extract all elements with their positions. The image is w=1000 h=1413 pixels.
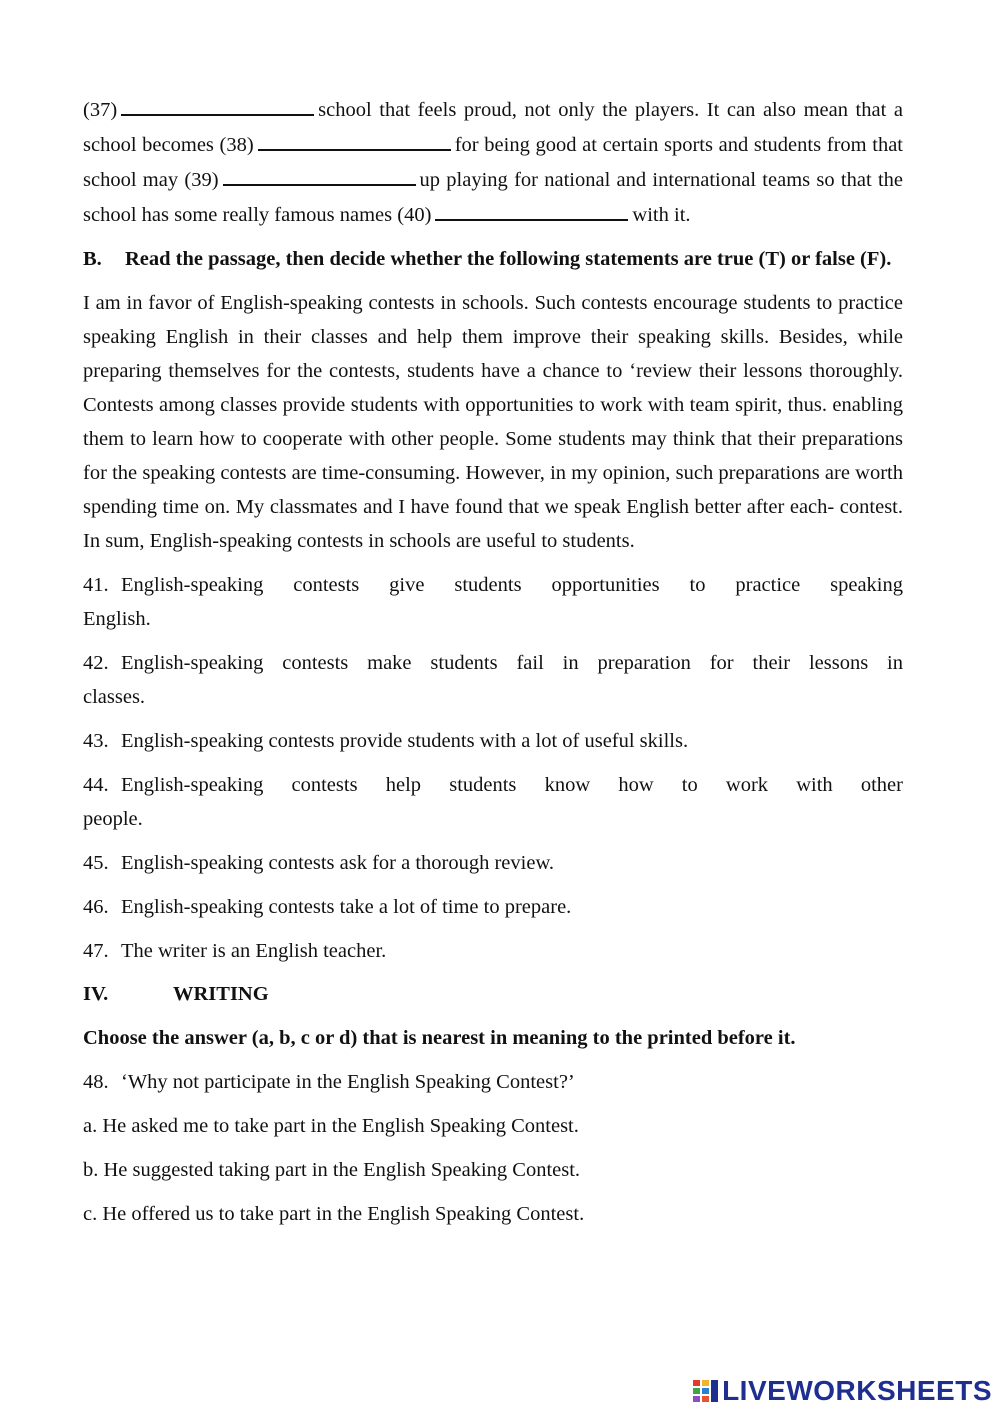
answer-blank-39[interactable] — [223, 162, 416, 186]
fill-text: for being good at certain sports and students from — [454, 134, 867, 156]
statement-number: 47. — [83, 940, 109, 962]
statement-text: English-speaking contests help students know how to work with other — [121, 774, 903, 796]
statement-text: The writer is an English teacher. — [121, 940, 387, 962]
section-letter: B. — [83, 248, 102, 270]
option-b[interactable]: b. He suggested taking part in the English Speaking Contest. — [83, 1159, 581, 1181]
statement-number: 43. — [83, 730, 109, 752]
statement-number: 41. — [83, 574, 109, 596]
statement-text: English-speaking contests give students opportunities to practice speaking — [121, 574, 903, 596]
statement-item — [83, 890, 903, 924]
statement-number: 42. — [83, 652, 109, 674]
fill-text: (37) — [83, 99, 118, 121]
statement-item — [83, 846, 903, 880]
section-instruction: Read the passage, then decide whether the following statements are true (T) or false (F). — [125, 248, 892, 270]
liveworksheets-logo — [693, 1375, 992, 1407]
fill-text: school that feels proud, not only the players. It can also mean that — [318, 99, 887, 121]
fill-text: that school may (39) — [83, 134, 903, 191]
section-title: WRITING — [173, 983, 269, 1005]
statement-text: English-speaking contests ask for a thorough review. — [121, 852, 555, 874]
option-c[interactable]: c. He offered us to take part in the English Speaking Contest. — [83, 1203, 585, 1225]
statement-number: 44. — [83, 774, 109, 796]
statement-item — [83, 934, 903, 968]
question-number: 48. — [83, 1071, 109, 1093]
answer-blank-40[interactable] — [435, 197, 628, 221]
reading-passage: I am in favor of English-speaking contests in schools. Such contests encourage students to practice speaking English in their classes and help them improve their speaking skills. Besides, while preparing themselves for the contests, students have a chance to ‘review their lessons thoroughly. Contests among classes provide students with opportunities to work with team spirit, thus. enabling them to learn how to cooperate with other people. Some students may think that their preparations for the speaking contests are time-consuming. However, in my opinion, such preparations are worth spending time on. My classmates and I have found that we speak English better after each- contest. In sum, English-speaking contests in schools are useful to students. — [83, 292, 903, 552]
statement-item — [83, 724, 903, 758]
statement-number: 46. — [83, 896, 109, 918]
question-48 — [83, 1065, 903, 1099]
statement-text-cont: classes. — [83, 686, 146, 708]
fill-in-paragraph — [83, 92, 903, 232]
statement-text: English-speaking contests provide students with a lot of useful skills. — [121, 730, 689, 752]
statement-text-cont: people. — [83, 808, 143, 830]
logo-icon — [693, 1380, 719, 1402]
statement-list — [83, 568, 903, 968]
answer-blank-38[interactable] — [258, 127, 451, 151]
statement-item — [83, 568, 903, 636]
option-a[interactable]: a. He asked me to take part in the English Speaking Contest. — [83, 1115, 579, 1137]
fill-text: a school becomes (38) — [83, 99, 904, 156]
statement-text: English-speaking contests make students fail in preparation for their lessons in — [121, 652, 903, 674]
section-iv-heading — [83, 977, 903, 1011]
fill-text: up playing for national and international teams so — [419, 169, 835, 191]
section-b-heading — [83, 242, 903, 276]
fill-text: with it. — [632, 204, 691, 226]
statement-number: 45. — [83, 852, 109, 874]
fill-text: that the school has some really famous names (40) — [83, 169, 903, 226]
section-roman: IV. — [83, 983, 109, 1005]
statement-text: English-speaking contests take a lot of time to prepare. — [121, 896, 572, 918]
writing-instruction: Choose the answer (a, b, c or d) that is nearest in meaning to the printed before it. — [83, 1027, 796, 1049]
question-text: ‘Why not participate in the English Speaking Contest?’ — [121, 1071, 575, 1093]
logo-text: LIVEWORKSHEETS — [722, 1375, 992, 1406]
worksheet-page — [83, 92, 903, 1231]
statement-item — [83, 646, 903, 714]
statement-item — [83, 768, 903, 836]
statement-text-cont: English. — [83, 608, 151, 630]
answer-blank-37[interactable] — [121, 92, 314, 116]
